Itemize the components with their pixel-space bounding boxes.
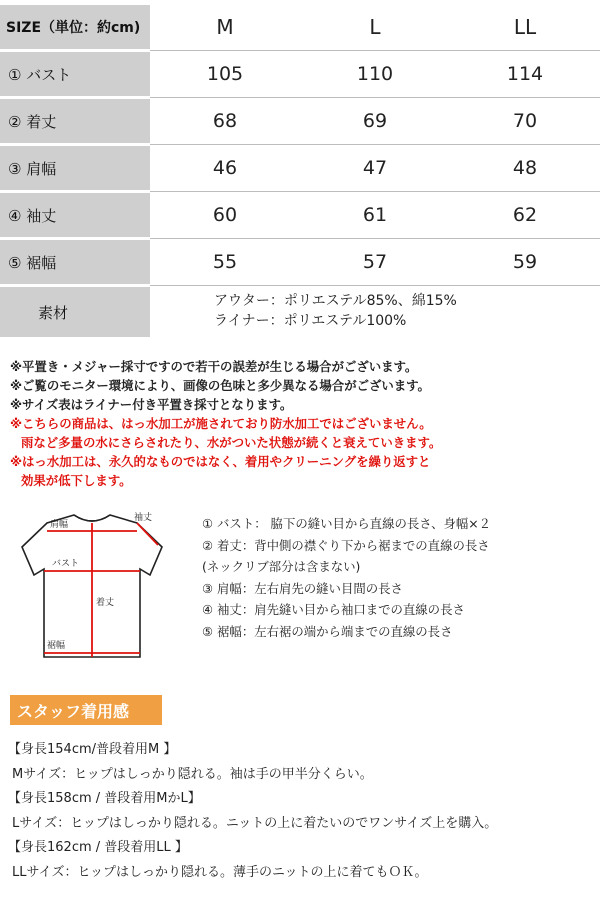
row-divider — [150, 144, 600, 145]
warning-line: ※こちらの商品は、はっ水加工が施されており防水加工ではございません。 — [10, 416, 432, 431]
note-line: ※ご覧のモニター環境により、画像の色味と多少異なる場合がございます。 — [10, 378, 430, 393]
row-divider — [150, 238, 600, 239]
shoulder-label: 肩幅 — [50, 520, 69, 530]
warning-line: 効果が低下します。 — [21, 473, 132, 488]
cell-value: 70 — [512, 110, 538, 132]
hem-label: 裾幅 — [47, 641, 66, 651]
material-label: 素材 — [0, 287, 150, 337]
warning-line: ※はっ水加工は、永久的なものではなく、着用やクリーニングを繰り返すと — [10, 454, 431, 469]
table-row-bust — [0, 52, 600, 99]
table-row-length — [0, 99, 600, 146]
row-divider — [150, 285, 600, 286]
staff-profile: 【身長154cm/普段着用M 】 — [8, 742, 177, 757]
sleeve-label: 袖丈 — [134, 513, 153, 523]
row-label: ④ 袖丈 — [0, 193, 150, 237]
material-line-outer: アウター：ポリエステル85%、綿15% — [214, 293, 457, 309]
measure-line: ① バスト： 脇下の縫い目から直線の長さ、身幅×２ — [202, 516, 492, 531]
note-line: ※サイズ表はライナー付き平置き採寸となります。 — [10, 397, 293, 412]
staff-profile: 【身長162cm / 普段着用LL 】 — [8, 840, 188, 855]
cell-value: 47 — [362, 157, 388, 179]
cell-value: 110 — [356, 63, 394, 85]
cell-value: 55 — [212, 251, 238, 273]
length-label: 着丈 — [96, 598, 115, 608]
table-row-shoulder — [0, 146, 600, 193]
cell-value: 46 — [212, 157, 238, 179]
staff-comment: Mサイズ：ヒップはしっかり隠れる。袖は手の甲半分くらい。 — [12, 766, 373, 782]
measure-line: ⑤ 裾幅：左右裾の端から端までの直線の長さ — [202, 623, 453, 639]
cell-value: 61 — [362, 204, 388, 226]
row-divider — [150, 191, 600, 192]
row-divider — [150, 97, 600, 98]
cell-value: 59 — [512, 251, 538, 273]
table-header-row — [0, 5, 600, 52]
size-header-m: M — [216, 15, 234, 39]
cell-value: 114 — [506, 63, 544, 85]
warning-line: 雨など多量の水にさらされたり、水がついた状態が続くと衰えていきます。 — [21, 435, 442, 450]
cell-value: 60 — [212, 204, 238, 226]
row-label: ③ 肩幅 — [0, 146, 150, 190]
material-line-liner: ライナー：ポリエステル100% — [214, 313, 407, 329]
material-text — [214, 291, 457, 331]
tshirt-icon — [12, 505, 172, 670]
notes — [10, 357, 595, 490]
measure-line: ③ 肩幅：左右肩先の縫い目間の長さ — [202, 580, 403, 596]
measurement-guide — [202, 513, 491, 642]
staff-title: スタッフ着用感 — [10, 695, 162, 725]
size-unit-label: SIZE（単位：約cm) — [0, 5, 150, 49]
row-label: ② 着丈 — [0, 99, 150, 143]
measure-line: (ネックリブ部分は含まない) — [202, 559, 361, 574]
measure-line: ④ 袖丈：肩先縫い目から袖口までの直線の長さ — [202, 602, 465, 617]
row-divider — [150, 50, 600, 51]
tshirt-diagram — [12, 505, 172, 670]
measure-line: ② 着丈：背中側の襟ぐり下から裾までの直線の長さ — [202, 537, 490, 553]
cell-value: 69 — [362, 110, 388, 132]
cell-value: 105 — [206, 63, 244, 85]
cell-value: 68 — [212, 110, 238, 132]
staff-impressions — [8, 738, 598, 885]
size-header-ll: LL — [513, 15, 537, 39]
cell-value: 57 — [362, 251, 388, 273]
table-row-material — [0, 287, 600, 337]
row-label: ⑤ 裾幅 — [0, 240, 150, 284]
note-line: ※平置き・メジャー採寸ですので若干の誤差が生じる場合がございます。 — [10, 359, 418, 374]
table-row-hem — [0, 240, 600, 287]
cell-value: 62 — [512, 204, 538, 226]
size-table — [0, 5, 600, 337]
staff-comment: LLサイズ：ヒップはしっかり隠れる。薄手のニットの上に着てもＯＫ。 — [12, 864, 428, 880]
cell-value: 48 — [512, 157, 538, 179]
row-label: ① バスト — [0, 52, 150, 96]
staff-comment: Lサイズ：ヒップはしっかり隠れる。ニットの上に着たいのでワンサイズ上を購入。 — [12, 815, 498, 831]
table-row-sleeve — [0, 193, 600, 240]
staff-profile: 【身長158cm / 普段着用MかL】 — [8, 791, 201, 806]
size-header-l: L — [369, 15, 381, 39]
bust-label: バスト — [52, 559, 80, 569]
